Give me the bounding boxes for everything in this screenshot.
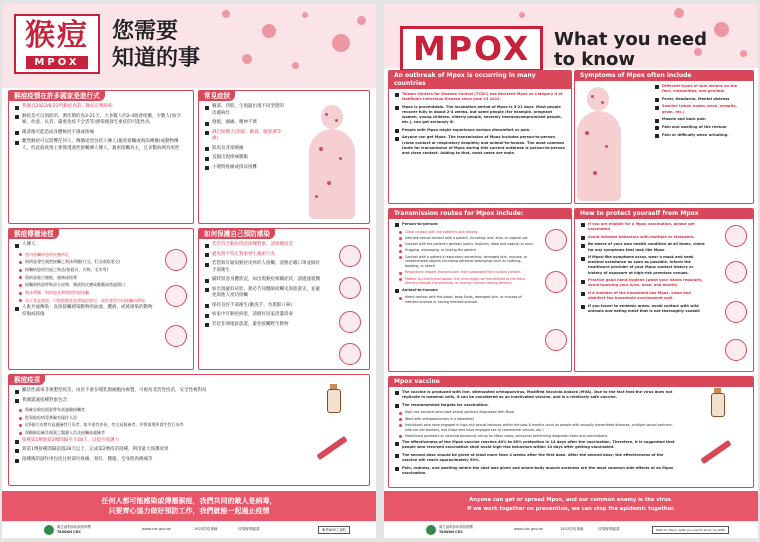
cdc-logo-icon bbox=[44, 525, 54, 535]
closing-line-1: Anyone can get or spread Mpox, and our common enemy is the virus. bbox=[469, 497, 673, 503]
list-item: 密切接觸病患的皮膚病灶 bbox=[15, 252, 153, 258]
symptoms-section bbox=[198, 90, 370, 224]
section-title: How to protect yourself from Mpox bbox=[575, 209, 753, 219]
list-item: Healthcare providers or cleaning personnel caring for Mpox cases, personnel performing diagnostic tests and vaccinations. bbox=[395, 434, 679, 439]
header-banner bbox=[2, 4, 376, 88]
section-title: Transmission routes for Mpox include: bbox=[389, 209, 571, 219]
list-item: 屬活性減毒非複製型疫苗，由於不會在哺乳類細胞內複製，可視為非活性疫苗，安全性相對高 bbox=[15, 388, 293, 395]
droplet-icon bbox=[165, 285, 187, 307]
header-banner bbox=[384, 4, 758, 68]
list-item: 確診後可能造成身體極度不適或疼痛 bbox=[15, 130, 187, 137]
list-item: If you travel to endemic areas, avoid contact with wild animals and eating meat that is not thoroughly cooked bbox=[581, 304, 707, 314]
footer bbox=[384, 521, 758, 538]
footer-hotline: 1922防疫專線 bbox=[560, 527, 584, 531]
list-item: The vaccine is produced with live, attenuated orthopoxvirus, Modified Vaccinia Ankara (MVA). Due to the fact that the virus does not replicate in mammal cells, it can be considered as an inactivated vaccine, and is a relatively safe vaccine. bbox=[395, 390, 679, 400]
list-item: 臉部、四肢、生殖器出現不同型態的皮膚病灶 bbox=[205, 104, 285, 117]
section-title: 如何保護自己預防感染 bbox=[199, 229, 275, 239]
list-item: Anyone can get Mpox. The transmission of Mpox includes person-to-person (close contact or respiratory droplets) and animal-to-human. The most common route for transmission of Mpox during this current outbreak is person-to-person and close contact. Adding to that, most cases are male. bbox=[395, 135, 565, 155]
animal-icon bbox=[165, 325, 187, 347]
list-item: If a member of the household has Mpox, clean and disinfect the household environment well. bbox=[581, 291, 707, 301]
list-item: 猴痘是可以預防的，潛伏期約為3-21天，大多數人約2-4週會痊癒，少數人(如孕婦、幼童、長者、嚴重免疫不全者等)感染後發生重症的可能性高 bbox=[15, 114, 187, 127]
transmission-section bbox=[8, 228, 194, 370]
syringe-icon bbox=[700, 440, 731, 464]
protect-section bbox=[198, 228, 370, 370]
list-item: Contact with the patient's genitals (penis, testicles, labia and vagina) or anus bbox=[395, 242, 533, 247]
list-item: 母子垂直感染：可能胎盤垂直傳染給胎兒，或於產程中因接觸而傳染 bbox=[15, 298, 153, 304]
list-item: direct contact with the blood, body fluids, damaged skin, or mucosa of infected animals or having infected animals bbox=[395, 295, 533, 304]
section-title: 猴痘傳播途徑 bbox=[9, 229, 59, 239]
closing-line-1: 任何人都可能感染或傳播猴痘，我們共同的敵人是病毒， bbox=[101, 497, 277, 505]
list-item: 我國建議接種對象包含： bbox=[15, 398, 293, 405]
list-item: 與確診猴痘個案曾有高風險接觸者 bbox=[15, 407, 293, 413]
outbreak-section bbox=[388, 70, 572, 204]
droplet-icon bbox=[545, 271, 567, 293]
mpox-logo: MPOX bbox=[400, 26, 543, 72]
list-item: Taiwan Centers for Disease Control (TCDC) has declared Mpox as Category II of Notifiable Infectious Disease since June 23 2022. bbox=[395, 92, 565, 102]
footer-org-en: TAIWAN CDC bbox=[57, 530, 81, 534]
body-head-illustration bbox=[587, 87, 609, 111]
transmission-section bbox=[388, 208, 572, 372]
travel-icon bbox=[725, 339, 747, 361]
list-item: 飛沫傳播：與病患長時間面對面接觸 bbox=[15, 290, 153, 296]
footer-hotline: 1922防疫專線 bbox=[194, 527, 218, 531]
vaccine-icon bbox=[339, 245, 361, 267]
list-item: 如家中有猴痘病患，請做好居家清潔消毒 bbox=[205, 312, 321, 319]
list-item: Pain, redness, and swelling where the shot was given and whole-body muscle soreness are the most common side effects of an Mpox vaccination. bbox=[395, 466, 679, 476]
footer-fb: 疫情報導臉書 bbox=[238, 527, 260, 531]
list-item: 雖然猴痘可以影響任何人，傳播途徑包括人傳人(親密接觸或飛沫傳播)或動物傳人，但此波疫情主要係透過性接觸傳人傳人，親密接觸為主，且多數病例為男性 bbox=[15, 139, 187, 152]
outbreak-section bbox=[8, 90, 194, 224]
list-item: Pain and swelling of the rectum bbox=[655, 125, 747, 130]
list-item: 我國自2022/6/23列猴痘為第二類法定傳染病 bbox=[15, 104, 187, 111]
list-item: High risk contacts who have sexual partners diagnosed with Mpox bbox=[395, 410, 679, 415]
list-item: Hugging, massaging, or kissing the patient bbox=[395, 248, 533, 253]
list-item: Practice good hand hygiene (wash your hands regularly, avoid touching your eyes, nose, and mouth) bbox=[581, 278, 707, 288]
list-item: 保持良好手部衛生(勤洗手、勿摸眼口鼻) bbox=[205, 303, 321, 310]
closing-line-2: 只要齊心協力做好預防工作，我們就能一起遏止疫情 bbox=[108, 507, 270, 515]
list-item: 直腸出現疼痛腫脹 bbox=[205, 155, 285, 162]
list-item: 與病患發生親密接觸之飛沫傳播(口交、肛交或陰道交) bbox=[15, 259, 153, 265]
list-item: 接種後的副作用包括注射部位疼痛、發紅、腫脹、全身肌肉痠痛等 bbox=[15, 457, 293, 464]
footer-fb: 疫情報導臉書 bbox=[598, 527, 620, 531]
footer bbox=[2, 521, 376, 538]
footer-org-en: TAIWAN CDC bbox=[439, 530, 463, 534]
vaccine-section bbox=[8, 374, 370, 486]
list-item: If you are eligible for a Mpox vaccination, please get vaccinated bbox=[581, 222, 707, 232]
list-item: Muscle and back pain bbox=[655, 117, 747, 122]
list-item: 近6個月內曾有高風險性行為者，如多重性伴侶、性交易服務者、於營業場所發生性行為等 bbox=[15, 422, 293, 428]
list-item: 接觸病患使用過之物品(如寢具、衣物、毛巾等) bbox=[15, 267, 153, 273]
footer-org: 衛生福利部疾病管制署 bbox=[57, 525, 91, 529]
section-title: Mpox vaccine bbox=[389, 377, 753, 387]
footer-site[interactable]: www.cdc.gov.tw bbox=[514, 527, 543, 531]
footer-note: Refer to "Mpox: what you need to know" by WHO bbox=[652, 526, 729, 534]
list-item: Work with orthopoxviruses in a laboratory bbox=[395, 417, 679, 422]
list-item: Mother-to-child transmission: the virus might be transmitted to the fetus directly through the placenta, or through contact during delivery bbox=[395, 277, 533, 286]
poster-chinese bbox=[2, 4, 376, 538]
list-item: Avoid intimate behaviors with multiple or strangers. bbox=[581, 235, 707, 240]
title-line-2: to know bbox=[554, 49, 636, 70]
list-item: 若您符合猴痘疫苗接種對象，請接種疫苗 bbox=[205, 242, 321, 249]
footer-note: 參考WHO之資料 bbox=[318, 526, 350, 534]
list-item: The second dose should be given at least more than 4 weeks after the first dose. After the second dose, the effectiveness of the vaccine will reach approximately 90%. bbox=[395, 453, 679, 463]
body-head-illustration bbox=[321, 105, 343, 129]
list-item: 小便時疼痛或排尿困難 bbox=[205, 165, 285, 172]
list-item: Be aware of your own health condition at all times, check for any symptoms that look like Mpox bbox=[581, 242, 707, 252]
syringe-icon bbox=[316, 436, 347, 460]
animal-icon bbox=[545, 329, 567, 351]
list-item: 如出現疑似症狀，務必告知醫師接觸史與旅遊史，並避免與他人密切接觸 bbox=[205, 287, 321, 300]
list-item: 從事猴痘病毒實驗室操作人員 bbox=[15, 415, 293, 421]
poster-english bbox=[384, 4, 758, 538]
list-item: The effectiveness of the Mpox vaccine reaches 40% to 80% protection in 14 days after the vaccination. Therefore, it is suggested that people who received vaccination shall avoid high-risk behaviors within 14 days after getting vaccinated. bbox=[395, 440, 679, 450]
mask-icon bbox=[725, 261, 747, 283]
list-item: 避免與不特定對象發生親密行為 bbox=[205, 252, 321, 259]
vaccine-section bbox=[388, 376, 754, 488]
list-item: Intimate sexual contact with a patient, including: oral, anal, or vaginal sex bbox=[395, 236, 533, 241]
list-item: 接觸到病患呼吸道分泌物、唾液的皮膚或黏膜或透過傷口 bbox=[15, 282, 153, 288]
list-item: Individuals who have engaged in high-risk sexual behavior within the past 6 months (such as people with sexually transmitted diseases, multiple sexual partners, who are sex workers, and those who have engaged sex at commercial venues, etc.) bbox=[395, 423, 679, 432]
contact-icon bbox=[165, 249, 187, 271]
list-item: People with Mpox might experience serious discomfort or pain. bbox=[395, 128, 565, 133]
list-item: 人畜共通傳染：直接接觸感染動物的血液、體液，或被感染的動物咬傷或抓傷 bbox=[15, 305, 153, 318]
mpox-logo bbox=[14, 14, 100, 74]
list-item: 接種第1劑與第2劑間隔至少28天，以提升保護力 bbox=[15, 438, 293, 445]
handwash-icon bbox=[339, 311, 361, 333]
list-item: 淋巴結腫大(頸部、腋窩、腹股溝等處) bbox=[205, 130, 285, 143]
list-item: 若赴非洲地區旅遊，避免接觸野生動物 bbox=[205, 322, 321, 329]
list-item: 隨時留意身體狀況，如出現猴痘相關症狀，請儘速就醫 bbox=[205, 277, 321, 284]
page-title bbox=[112, 18, 200, 72]
list-item: Respiratory droplet transmission: from prolonged face-to-face contact bbox=[395, 270, 533, 275]
title-line-1: 您需要 bbox=[112, 19, 179, 44]
vaccine-vial-icon bbox=[711, 393, 725, 417]
travel-icon bbox=[339, 343, 361, 365]
section-title: 常見症狀 bbox=[199, 91, 235, 101]
closing-message bbox=[2, 491, 376, 521]
vaccine-icon bbox=[725, 225, 747, 247]
logo-main-text: 猴痘 bbox=[25, 18, 89, 53]
list-item: Animal-to-human: bbox=[395, 288, 533, 293]
list-item: If Mpox-like symptoms occur, wear a mask and seek medical assistance as soon as possible. Inform the healthcare provider of your Mpox contact history or history of exposure at high-risk premises venues. bbox=[581, 255, 707, 275]
handwash-icon bbox=[725, 301, 747, 323]
list-item: Different types of skin lesions on the face, extremities, and genitals bbox=[655, 84, 747, 94]
list-item: Close contact with the patient's skin lesions bbox=[395, 230, 533, 235]
list-item: 發燒、頭痛、精神不濟 bbox=[205, 120, 285, 127]
list-item: 若您與有疑似猴痘皮疹的人接觸，請務必戴口罩並做好手部衛生 bbox=[205, 261, 321, 274]
list-item: 肌肉及背部痠痛 bbox=[205, 146, 285, 153]
cdc-logo-icon bbox=[426, 525, 436, 535]
list-item: Pain or difficulty when urinating. bbox=[655, 133, 747, 138]
protect-section bbox=[574, 208, 754, 372]
section-title: An outbreak of Mpox is occurring in many countries bbox=[389, 71, 571, 89]
section-title: 猴痘疫情在許多國家是進行式 bbox=[9, 91, 105, 101]
list-item: 人傳人： bbox=[15, 242, 153, 249]
mask-icon bbox=[339, 277, 361, 299]
logo-sub-text: MPOX bbox=[26, 56, 88, 69]
page-title bbox=[554, 30, 707, 70]
title-line-1: What you need bbox=[554, 29, 707, 50]
list-item: Swollen lymph nodes (neck, armpits, groin, etc.) bbox=[655, 104, 747, 114]
body-illustration bbox=[577, 111, 621, 201]
body-illustration bbox=[309, 129, 355, 219]
footer-org: 衛生福利部疾病管制署 bbox=[439, 525, 473, 529]
vaccine-vial-icon bbox=[327, 389, 341, 413]
list-item: The recommended targets for vaccination: bbox=[395, 403, 679, 408]
list-item: Fever, Headache, Mental distress bbox=[655, 97, 747, 102]
section-title: 猴痘疫苗 bbox=[9, 375, 45, 385]
section-title: Symptoms of Mpox often include bbox=[575, 71, 753, 81]
list-item: 照顧猴痘確診個案之醫護人員及接觸高風險者 bbox=[15, 430, 293, 436]
closing-line-2: If we work together on prevention, we can stop the epidemic together. bbox=[467, 506, 675, 512]
list-item: 與病患進行擁抱、親吻或按摩 bbox=[15, 275, 153, 281]
list-item: Person-to-person: bbox=[395, 222, 533, 227]
contact-icon bbox=[545, 229, 567, 251]
title-line-2: 知道的事 bbox=[112, 46, 201, 71]
list-item: Contact with a patient's respiratory secretions, damaged skin, mucosa, or contaminated objects (including personal belongings such as clothing, bedding, or towel) bbox=[395, 255, 533, 269]
closing-message bbox=[384, 491, 758, 521]
footer-site[interactable]: www.cdc.gov.tw bbox=[142, 527, 171, 531]
symptoms-section bbox=[574, 70, 754, 204]
list-item: 與第1劑接種間隔超過28天以上，完成第2劑疫苗接種，利用最大保護效果 bbox=[15, 447, 293, 454]
list-item: Mpox is preventable. The incubation period of Mpox is 3-21 days. Most people recover fully in about 2-4 weeks, but some people (for example, pregnant women, young children, elderly people, severely immunocompromised people, etc.), can get seriously ill. bbox=[395, 105, 565, 125]
